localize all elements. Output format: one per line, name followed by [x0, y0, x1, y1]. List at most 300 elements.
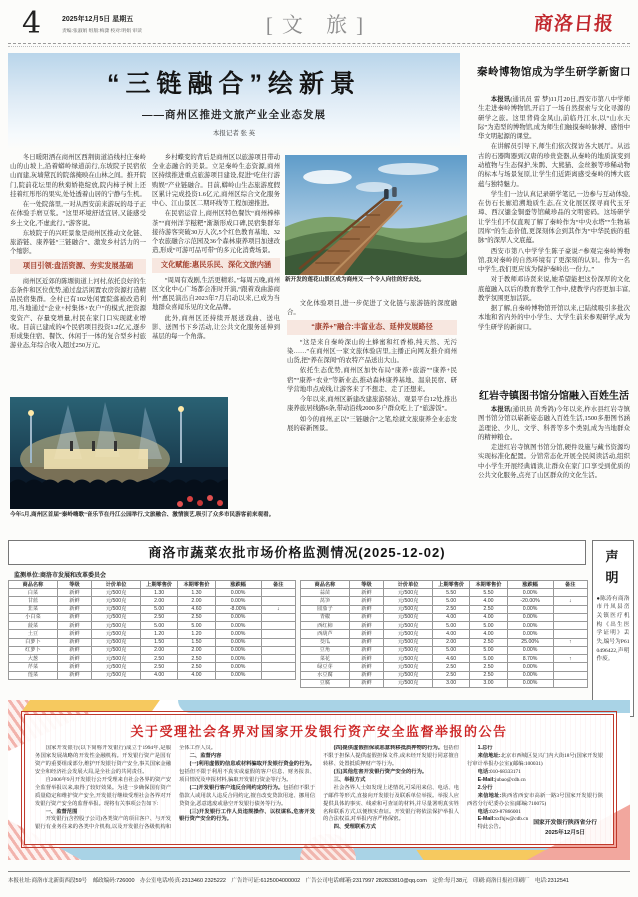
table-row	[9, 597, 296, 605]
masthead-logo: 商洛日报	[532, 13, 615, 35]
cell-unit: 元/500克	[384, 630, 433, 638]
paragraph-text: (通讯员 雷 梦)11月20日,西安市第八中学师生走进秦岭博物馆,开启了一场自然探索与文化寻源的研学之旅。这里背倚金凤山,前临丹江水,以“山水天际”为造型的博物馆,成为师生们触摸秦岭脉搏、感悟中华文明起源的课堂。	[478, 96, 630, 141]
cell-product: 土豆	[9, 630, 58, 638]
cell-change: 0.00%	[507, 630, 553, 638]
cell-prev-price: 2.50	[141, 613, 178, 621]
announcement-paragraph	[35, 777, 171, 809]
table-header-cell: 计价单位	[384, 581, 433, 589]
table-row	[9, 646, 296, 654]
photo-caption-boardwalk: 新开发的莲花山景区成为商州又一个令人向往的好去处。	[285, 277, 425, 283]
cell-note: ↓	[261, 605, 296, 613]
cell-grade: 新鲜	[349, 679, 383, 687]
cell-curr-price: 2.50	[178, 655, 215, 663]
announcement-inner-box	[24, 714, 614, 845]
cell-note	[553, 663, 588, 671]
cell-curr-price: 5.50	[470, 589, 507, 597]
paragraph-group	[287, 338, 457, 433]
cell-unit: 元/500克	[384, 646, 433, 654]
table-row	[301, 655, 588, 663]
cell-grade: 新鲜	[57, 597, 91, 605]
cell-curr-price: 1.30	[178, 589, 215, 597]
header-rule	[8, 43, 630, 44]
cell-prev-price: 1.30	[141, 589, 178, 597]
cell-change: 0.00%	[215, 622, 261, 630]
announcement-paragraph	[179, 753, 315, 761]
announcement-paragraph	[323, 769, 459, 777]
cell-prev-price: 5.00	[433, 646, 470, 654]
paragraph-text: 走进红岩寺镇图书馆分馆,硬件设施与藏书资源均实现标准化配置。分馆常态化开展全民阅读活动,组织中小学生开展经典诵读,让群众在家门口享受到优质的公共文化服务,点亮了山区群众的文化生活。	[478, 444, 630, 479]
cell-prev-price: 5.00	[141, 605, 178, 613]
boardwalk-scenery-photo	[285, 155, 467, 275]
main-article-column-3	[287, 299, 457, 535]
cell-prev-price: 4.00	[433, 630, 470, 638]
paragraph-group	[152, 276, 280, 342]
cell-unit: 元/500克	[384, 613, 433, 621]
announcement-paragraph	[467, 745, 603, 753]
cell-curr-price: 4.60	[178, 605, 215, 613]
paragraph-text: 010-68333171	[489, 768, 521, 775]
cell-change: 0.00%	[215, 646, 261, 654]
table-header-cell: 备注	[261, 581, 296, 589]
cell-curr-price: 2.00	[178, 597, 215, 605]
cell-grade: 新鲜	[349, 663, 383, 671]
cell-grade: 新鲜	[57, 646, 91, 654]
photo-caption-concert: 今年5月,商州区首届“秦岭嗨歌”音乐节在丹江公园举行,文旅融合、激情演艺,吸引了众多市民游客前来观看。	[10, 512, 275, 518]
cell-change: 0.00%	[215, 655, 261, 663]
cell-product: 蒜苗	[301, 589, 350, 597]
paragraph-text: 据了解,自秦岭博物馆开馆以来,已陆续吸引多批次本地和省内外的中小学生、大学生前来参观研学,成为学生研学的新窗口。	[478, 305, 630, 331]
cell-grade: 新鲜	[57, 671, 91, 679]
cell-curr-price: 2.50	[470, 663, 507, 671]
article-paragraph: 依托生态优势,商州区加快布局“康养+旅游”“康养+民宿”“康养+农业”等新业态,推动森林康养基地、温泉民宿、研学营地串点成线,让游客来了不想走、走了还想来。	[287, 367, 457, 393]
cell-product: 韭菜	[9, 605, 58, 613]
main-subhead-3: “康养+”融合:丰富业态、延伸发展路径	[287, 320, 457, 334]
announcement-paragraph	[35, 745, 171, 777]
cell-change: 0.00%	[507, 605, 553, 613]
table-header-cell: 商品名称	[301, 581, 350, 589]
cell-curr-price: 4.00	[470, 613, 507, 621]
announcement-paragraph	[323, 785, 459, 825]
cell-note: ↑	[553, 638, 588, 646]
table-header-cell: 本期零售价	[178, 581, 215, 589]
table-header-cell: 上期零售价	[141, 581, 178, 589]
table-body	[301, 589, 588, 688]
cell-note	[553, 671, 588, 679]
cell-prev-price: 5.00	[141, 622, 178, 630]
cell-note	[261, 630, 296, 638]
table-header-cell: 等级	[57, 581, 91, 589]
table-row	[9, 655, 296, 663]
cell-prev-price: 2.50	[433, 663, 470, 671]
table-row	[301, 589, 588, 597]
cell-unit: 元/500克	[92, 589, 141, 597]
cell-prev-price: 4.00	[141, 671, 178, 679]
market-report-title: 商洛市蔬菜农批市场价格监测情况(2025-12-02)	[8, 540, 586, 565]
announcement-title: 关于受理社会各界对国家开发银行资产安全监督举报的公告	[130, 724, 508, 739]
editor-credits: 责编:张淑娟 组版:梅潇 校对:明娟 审读	[62, 28, 142, 34]
cell-product: 红萝卜	[9, 646, 58, 654]
paragraph-lead: E-Mail:	[477, 816, 495, 823]
cell-grade: 新鲜	[349, 638, 383, 646]
cell-product: 莲菜	[9, 671, 58, 679]
paragraph-text: 陕西省西安市高新一路3号国家开发银行陕西省分行纪委办公室(邮编:710075)	[467, 792, 603, 807]
cell-product: 白菜	[9, 589, 58, 597]
cell-note	[553, 622, 588, 630]
cell-grade: 新鲜	[349, 622, 383, 630]
cell-note	[261, 589, 296, 597]
paragraph-text: 社会各界人士如发现上述情况,可采用来信、电话、电子邮件等形式,直接向开发银行及联系单位举报。举报人应提供具体的事实、线索和可查证的材料,并尽量署明真实姓名和联系方式,以便核实查证。开发银行将依法保护举报人的合法权益,对举报内容严格保密。	[323, 784, 459, 823]
cell-change: 0.00%	[507, 663, 553, 671]
paragraph-lead: (二)开发银行客户违反合同约定的行为。	[189, 784, 284, 791]
cell-unit: 元/500克	[384, 605, 433, 613]
cell-change: -8.00%	[215, 605, 261, 613]
header-rule-2	[8, 46, 630, 47]
cell-curr-price: 1.20	[178, 630, 215, 638]
cell-change: 0.00%	[215, 638, 261, 646]
paragraph-text: sxfhjw@cdb.cn	[494, 816, 529, 823]
article-paragraph: 如今的商州,正以“三链融合”之笔,绘就文旅康养全业态发展的崭新图景。	[287, 415, 457, 432]
table-row	[301, 622, 588, 630]
cell-product: 芹菜	[9, 663, 58, 671]
table-header-cell: 备注	[553, 581, 588, 589]
cell-note	[553, 589, 588, 597]
cell-note: ↑	[553, 655, 588, 663]
cell-unit: 元/500克	[384, 589, 433, 597]
cell-prev-price: 2.50	[433, 671, 470, 679]
paragraph-lead: (一)利用虚假的信息或材料骗取开发银行资金的行为。	[189, 760, 315, 767]
table-row	[301, 671, 588, 679]
cell-grade: 新鲜	[57, 663, 91, 671]
article-paragraph: 此外,商州区还持续开展送戏曲、送电影、送图书下乡活动,让公共文化服务延伸到基层的每一个角落。	[152, 314, 280, 341]
table-row	[9, 605, 296, 613]
library-article-body	[478, 405, 630, 533]
table-row	[9, 622, 296, 630]
table-row	[9, 589, 296, 597]
cell-curr-price: 4.00	[178, 671, 215, 679]
cell-product: 圆茄子	[301, 605, 350, 613]
cell-product: 豆角	[301, 646, 350, 654]
cell-grade: 新鲜	[349, 605, 383, 613]
announcement-paragraph	[323, 824, 459, 832]
main-article-headline-block	[8, 53, 460, 150]
cell-curr-price: 5.00	[470, 646, 507, 654]
article-paragraph: “周周有戏剧,生活更精彩。”每周五晚,商州区文化中心广场都会准时开演,“跟着戏曲游商州”惠民演出自2023年7月启动以来,已成为当地群众喜闻乐见的文化品牌。	[152, 276, 280, 312]
cell-note	[261, 671, 296, 679]
cell-prev-price: 4.60	[433, 655, 470, 663]
paragraph-text: (通讯员 黄秀鸽)今年以来,柞水县红岩寺镇图书馆分馆以崭新姿态融入百姓生活,1500多册图书涵盖理论、少儿、文学、科普等多个类别,成为当地群众的精神粮仓。	[478, 406, 630, 441]
table-header-cell: 本期零售价	[470, 581, 507, 589]
table-row	[301, 638, 588, 646]
announcement-paragraph	[323, 745, 459, 769]
table-row	[9, 663, 296, 671]
table-header-row	[9, 581, 296, 589]
signoff-organization: 国家开发银行陕西省分行	[533, 820, 597, 827]
cell-curr-price: 5.00	[470, 655, 507, 663]
cell-change: 0.00%	[507, 622, 553, 630]
table-header-cell: 上期零售价	[433, 581, 470, 589]
cell-unit: 元/500克	[92, 655, 141, 663]
cell-prev-price: 2.00	[141, 646, 178, 654]
cell-change: 0.00%	[215, 613, 261, 621]
decor-yellow-top-left	[22, 700, 160, 711]
announcement-paragraph	[467, 769, 603, 777]
announcement-paragraph	[467, 753, 603, 769]
paragraph-lead: 本报讯	[490, 96, 511, 103]
cell-change: 0.00%	[215, 597, 261, 605]
table-header-cell: 等级	[349, 581, 383, 589]
announcement-signoff	[533, 819, 597, 839]
paragraph-text: 对于教师邓诗贤来说,她希望能把这份深厚的文化底蕴融入以后的教育教学工作中,使教学内容更加丰富,教学氛围更加活跃。	[478, 276, 630, 302]
cell-grade: 新鲜	[349, 597, 383, 605]
cell-unit: 元/500克	[384, 597, 433, 605]
cell-prev-price: 4.00	[433, 613, 470, 621]
cell-grade: 新鲜	[57, 638, 91, 646]
cell-unit: 元/500克	[92, 630, 141, 638]
cell-change: 0.00%	[215, 663, 261, 671]
article-paragraph	[478, 247, 630, 275]
cell-curr-price: 2.50	[470, 638, 507, 646]
cell-product: 菠菜	[9, 622, 58, 630]
cell-note	[553, 646, 588, 654]
paragraph-text: 西安市第八中学学生陈子豪说:“参观完秦岭博物馆,我对秦岭的自然环境有了更深刻的认识。作为一名中学生,我们更应该为保护秦岭出一份力。”	[478, 247, 630, 274]
paragraph-text: 国家开发银行(以下简称开发银行)成立于1994年,是服务国家发展战略的开发性金融机构。开发银行资产是国有资产的重要组成部分,维护开发银行资产安全,事关国家金融安全和经济社会发展大局,是全社会的共同责任。	[35, 745, 171, 775]
article-paragraph	[478, 275, 630, 303]
cell-grade: 新鲜	[349, 589, 383, 597]
table-header-cell: 计价单位	[92, 581, 141, 589]
cell-note	[261, 638, 296, 646]
paragraph-lead: 一、监督范围	[45, 808, 78, 815]
paragraph-text: 学生们一边认真记录研学笔记,一边参与互动体验,在仿石长廊追溯地质生态,在文化展区探寻商代玉牙璋、西汉鎏金铜蚕等馆藏珍品的文明密码。这场研学让学生们不仅直观了解了秦岭作为“中央水塔”“生物基因库”的生态价值,更深刻体会到其作为“中华民族的祖脉”的深厚人文底蕴。	[478, 190, 630, 245]
boardwalk-photo-graphic	[285, 155, 467, 275]
cell-product: 豆腐	[301, 679, 350, 687]
announcement-body	[35, 745, 603, 837]
section-title: [文 旅]	[265, 13, 373, 37]
declaration-text: ●陈涛有商洛市丹凤县峦关镇医疗机构《出生医学证明》丢失,编号为P610496422,声明作废。	[596, 595, 630, 663]
cell-note	[553, 613, 588, 621]
paragraph-group	[287, 299, 457, 317]
cell-change: -20.00%	[507, 597, 553, 605]
cell-prev-price: 3.00	[433, 679, 470, 687]
cell-product: 甘蓝	[9, 597, 58, 605]
article-paragraph	[478, 405, 630, 442]
table-row	[9, 638, 296, 646]
cell-curr-price: 2.50	[178, 613, 215, 621]
paragraph-lead: 本报讯	[490, 406, 511, 413]
cell-change: 0.00%	[215, 630, 261, 638]
cell-prev-price: 2.50	[141, 663, 178, 671]
article-paragraph	[478, 142, 630, 188]
cell-change: 0.00%	[507, 646, 553, 654]
paragraph-text: 在讲解员引导下,师生们依次探访各大展厅。从远古的石器陶器到汉唐的珍贵瓷器,从秦岭的地质演变到动植物与生态保护,朱鹮、大熊猫、金丝猴等珍稀动物的标本与场景复原,让学生们近距离感受秦岭的博大底蕴与独特魅力。	[478, 143, 630, 188]
declaration-title: 声明	[605, 549, 621, 585]
table-row	[301, 630, 588, 638]
cell-change: 0.00%	[215, 671, 261, 679]
paragraph-lead: 四、受理联系方式	[333, 824, 376, 831]
article-paragraph	[478, 443, 630, 480]
table-row	[301, 663, 588, 671]
paragraph-lead: 来信地址:	[477, 792, 502, 799]
cell-grade: 新鲜	[57, 655, 91, 663]
article-paragraph: 在民宿运营上,商州区特色餐饮“商州棒棒茶”“商州洋芋糍粑”渐渐形成口碑,民宿集群年接待游客突破30万人次,5个红色教育基地、32个农旅融合示范园及36个森林康养项目加速改造,形成“可游可品可带”的多元化消费场景。	[152, 210, 280, 255]
cell-note: ↓	[553, 597, 588, 605]
cell-grade: 新鲜	[57, 622, 91, 630]
cell-curr-price: 5.00	[470, 622, 507, 630]
cell-unit: 元/500克	[92, 646, 141, 654]
declaration-box	[592, 540, 634, 717]
announcement-paragraph	[323, 777, 459, 785]
main-article-column-1	[10, 153, 146, 395]
cell-change: 0.00%	[507, 613, 553, 621]
issue-date: 2025年12月5日 星期五	[62, 16, 134, 23]
cell-prev-price: 2.50	[141, 655, 178, 663]
cell-grade: 新鲜	[57, 630, 91, 638]
article-paragraph: 文化体验项目,进一步促进了文化链与旅游链的深度融合。	[287, 300, 457, 317]
cell-grade: 新鲜	[349, 646, 383, 654]
cell-unit: 元/500克	[384, 679, 433, 687]
cell-product: 菜花	[301, 655, 350, 663]
table-row	[301, 613, 588, 621]
table-row	[301, 597, 588, 605]
paragraph-lead: 来信地址:	[477, 752, 501, 759]
cell-prev-price: 2.00	[141, 597, 178, 605]
concert-photo-graphic	[10, 397, 228, 509]
cell-prev-price: 2.00	[433, 638, 470, 646]
cell-curr-price: 5.00	[178, 622, 215, 630]
paragraph-group	[152, 153, 280, 255]
table-header-row	[301, 581, 588, 589]
cell-note	[261, 597, 296, 605]
table-row	[9, 630, 296, 638]
paragraph-lead: 三、举报方式	[333, 776, 366, 783]
cell-unit: 元/500克	[92, 605, 141, 613]
cell-unit: 元/500克	[92, 613, 141, 621]
cell-grade: 新鲜	[349, 613, 383, 621]
article-paragraph: “这是来自秦岭深山的土蜂蜜和红香椿,纯天然、无污染……”在商州区一家文旅体验店里,主播正向网友推介商州山货,把“养在深闺”的农特产品送出大山。	[287, 338, 457, 365]
cell-curr-price: 4.00	[470, 597, 507, 605]
cell-curr-price: 2.50	[178, 663, 215, 671]
cell-prev-price: 2.50	[433, 605, 470, 613]
article-paragraph: 东坡院子的兴旺景象是商州区推动文化链、旅游链、康养链“三链融合”、激发乡村活力的一个缩影。	[10, 229, 146, 256]
publication-footer: 本报社址:商洛市北新街西段59号 邮政编码:726000 办公室电话/传真:2313460 2325222 广告许可证:6125004000002 广告公司电话/邮箱:2317997 282833810@qq.com 定价:每月38元 印刷:商洛日报社印刷厂 电话:2312541	[8, 871, 630, 884]
cell-prev-price: 5.50	[433, 589, 470, 597]
cell-product: 莴笋	[301, 597, 350, 605]
paragraph-lead: 1.总行	[477, 745, 493, 751]
cell-prev-price: 5.00	[433, 622, 470, 630]
cell-product: 小白菜	[9, 613, 58, 621]
cell-product: 西葫芦	[301, 630, 350, 638]
announcement-paragraph	[467, 777, 603, 785]
right-article-headline: 秦岭博物馆成为学生研学新窗口	[477, 66, 631, 78]
bank-announcement-section	[8, 700, 630, 860]
cell-note	[261, 613, 296, 621]
paragraph-group	[10, 277, 146, 351]
cell-unit: 元/500克	[92, 638, 141, 646]
library-article-headline: 红岩寺镇图书馆分馆融入百姓生活	[479, 391, 629, 402]
cell-unit: 元/500克	[384, 638, 433, 646]
article-paragraph	[478, 190, 630, 246]
paragraph-text: 包括但不限于利用不真实或虚假的客户信息、财务报表、项目情况及申报材料,骗取开发银行资金等行为。	[179, 768, 315, 783]
cell-note	[261, 646, 296, 654]
cell-grade: 新鲜	[57, 589, 91, 597]
article-paragraph: 冬日暖阳洒在商州区西荆街道沿线村庄秦岭山的山坡上,沿着蟒岭绿道前行,东坡院子民宿依山而建,灰墙黛瓦的院落掩映在山林之间。推开院门,院前花坛里的秋菊娇艳绽放,院内柿子树上还挂着红彤彤的果实,处处透着山居的宁静与生机。	[10, 154, 146, 198]
cell-product: 白萝卜	[9, 638, 58, 646]
paragraph-text: jubao@cdb.cn	[494, 776, 526, 783]
announcement-paragraph	[179, 785, 315, 809]
paragraph-lead: 电话:	[477, 768, 490, 775]
cell-change: 0.00%	[507, 671, 553, 679]
cell-product: 青椒	[301, 613, 350, 621]
decor-band-top	[178, 700, 630, 713]
cell-curr-price: 2.50	[470, 605, 507, 613]
cell-curr-price: 2.00	[178, 646, 215, 654]
price-table-right	[300, 580, 588, 688]
paragraph-text: 包括但不限于借款人或用款人违反合同约定,擅自改变贷款用途、挪用信贷资金,恶意逃废或悬空开发银行债务等行为。	[179, 784, 315, 807]
cell-product: 水豆腐	[301, 671, 350, 679]
paragraph-text: 北京市西城区复兴门内大街18号(国家开发银行审计举报办公室)(邮编:100031)	[467, 752, 603, 767]
announcement-paragraph	[467, 785, 603, 793]
article-paragraph: 今年以来,商州区新建改建旅游驿站、观景平台12处,推出康养旅居线路6条,带动沿线2000多户群众吃上了“旅游饭”。	[287, 396, 457, 413]
signoff-date: 2025年12月5日	[545, 830, 586, 837]
paragraph-text: 特此公告。	[477, 824, 505, 831]
table-row	[301, 679, 588, 687]
cell-product: 西红柿	[301, 622, 350, 630]
cell-change: 8.70%	[507, 655, 553, 663]
article-paragraph	[478, 95, 630, 141]
cell-product: 绿豆芽	[301, 663, 350, 671]
cell-note	[553, 630, 588, 638]
table-header-cell: 涨跌幅	[215, 581, 261, 589]
concert-night-photo	[10, 397, 228, 509]
table-row	[9, 671, 296, 679]
main-headline: “三链融合”绘新景	[106, 70, 361, 98]
paragraph-lead: 电话:	[477, 808, 490, 815]
paragraph-text: 自2006年9月开发银行公开受理来自社会各界的资产安全监督举报以来,取得了较好效果。为进一步确保国有资产质量稳定和维护资产安全,开发银行继续受理社会各界对开发银行资产安全的监督举报。现将有关事项公告如下:	[35, 776, 171, 807]
cell-unit: 元/500克	[384, 671, 433, 679]
cell-unit: 元/500克	[92, 671, 141, 679]
paragraph-lead: 二、监督内容	[189, 752, 222, 759]
right-article-body	[478, 95, 630, 383]
cell-change: 0.00%	[507, 589, 553, 597]
cell-prev-price: 1.20	[141, 630, 178, 638]
cell-note	[261, 663, 296, 671]
cell-change: 25.00%	[507, 638, 553, 646]
cell-note	[553, 679, 588, 687]
article-paragraph	[478, 304, 630, 332]
cell-unit: 元/500克	[92, 597, 141, 605]
cell-unit: 元/500克	[92, 663, 141, 671]
article-paragraph: 在一处院落里,一对从西安前来游玩的母子正在体验手磨豆浆。“这里环境舒适宜居,又能感受乡土文化,不虚此行。”游客说。	[10, 201, 146, 227]
cell-note	[261, 622, 296, 630]
cell-prev-price: 5.00	[433, 597, 470, 605]
table-header-cell: 涨跌幅	[507, 581, 553, 589]
paragraph-lead: (三)开发银行工作人员违规操作、以权谋私,危害开发银行资产安全的行为。	[179, 808, 315, 823]
paragraph-text: 029-87866001	[489, 808, 521, 815]
main-subtitle: ——商州区推进文旅产业全业态发展	[142, 109, 326, 121]
table-body	[9, 589, 296, 680]
price-table-left	[8, 580, 296, 680]
table-row	[301, 646, 588, 654]
table-row	[301, 605, 588, 613]
cell-product: 大葱	[9, 655, 58, 663]
page-number: 4	[22, 6, 42, 41]
cell-unit: 元/500克	[92, 622, 141, 630]
announcement-paragraph	[467, 793, 603, 809]
cell-grade: 新鲜	[57, 613, 91, 621]
main-subhead-1: 项目引领:盘活资源、夯实发展基础	[10, 259, 146, 273]
article-paragraph: 商州区近郊的陈塬街道上河村,依托良好的生态条件和区位优势,通过盘活闲置农房资源打造精品民宿集群。全村已有102处闲置院落被改造利用,当地通过“企业+村集体+农户”的模式,把资源变资产、存量变增量,村民在家门口实现就业增收。目前已建成的4个民宿项目投资1.2亿元,逐步形成集住宿、餐饮、休闲于一体的复合型乡村旅游业态,年综合收入超过250万元。	[10, 277, 146, 350]
paragraph-text: 包括但不限于担保人提供虚假担保文件,或未经开发银行同意擅自转移、处置抵质押财产等行为。	[323, 745, 459, 767]
article-paragraph: 乡村蝶变的背后是商州区以旅游项目带动全业态融合的美景。立足秦岭生态资源,商州区持续推进重点旅游项目建设,促进“吃住行游购娱”产业链融合。目前,蟒岭山生态旅游度假区累计完成投资1.6亿元,商州区综合文化服务中心、江山景区二期环线等工程加速推进。	[152, 154, 280, 208]
